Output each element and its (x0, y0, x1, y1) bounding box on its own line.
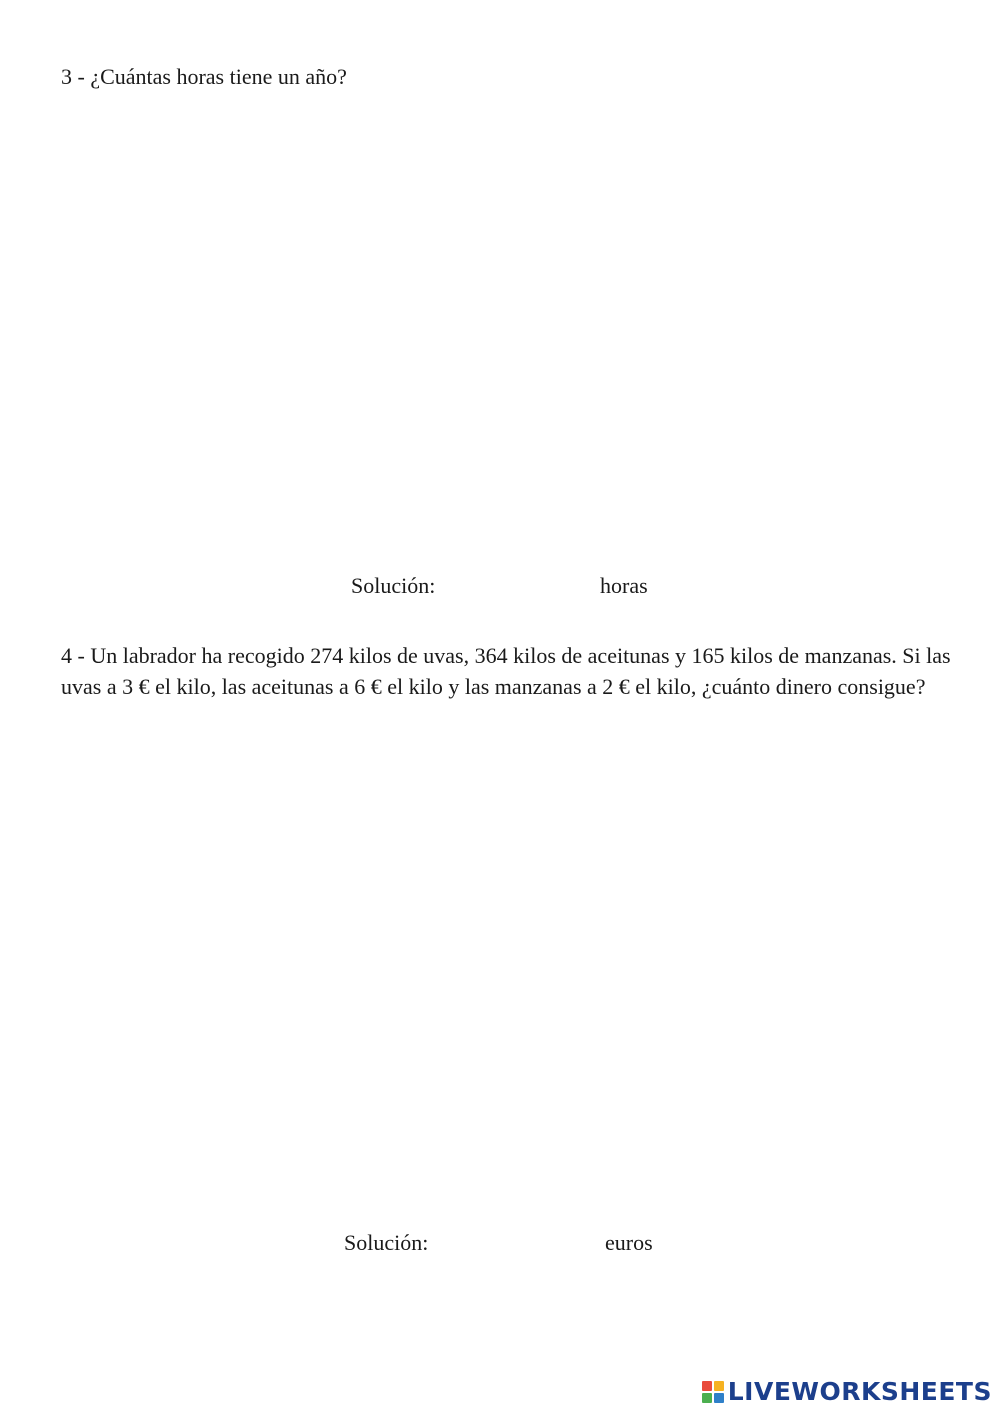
question-4-solution-label: Solución: (344, 1230, 429, 1255)
logo-mark-tile (702, 1393, 712, 1403)
liveworksheets-logo (702, 1377, 992, 1407)
question-3-work-area (61, 100, 941, 555)
logo-mark-tile (714, 1393, 724, 1403)
question-3-text: 3 - ¿Cuántas horas tiene un año? (61, 64, 347, 89)
question-3-answer-input[interactable] (450, 568, 594, 604)
liveworksheets-logo-mark-icon (702, 1381, 724, 1403)
logo-mark-tile (702, 1381, 712, 1391)
question-4-unit-label: euros (605, 1230, 653, 1255)
question-4-answer-input[interactable] (444, 1225, 598, 1261)
question-3-solution-label: Solución: (351, 573, 436, 598)
question-3-unit-label: horas (600, 573, 648, 598)
liveworksheets-logo-text: LIVEWORKSHEETS (727, 1377, 992, 1406)
logo-mark-tile (714, 1381, 724, 1391)
question-4-text: 4 - Un labrador ha recogido 274 kilos de uvas, 364 kilos de aceitunas y 165 kilos de manzanas. Si las uvas a 3 € el kilo, las aceitunas a 6 € el kilo y las manzanas a 2 € el kilo, ¿cuánto dinero consigue? (61, 643, 951, 699)
question-4-work-area (61, 740, 941, 1210)
